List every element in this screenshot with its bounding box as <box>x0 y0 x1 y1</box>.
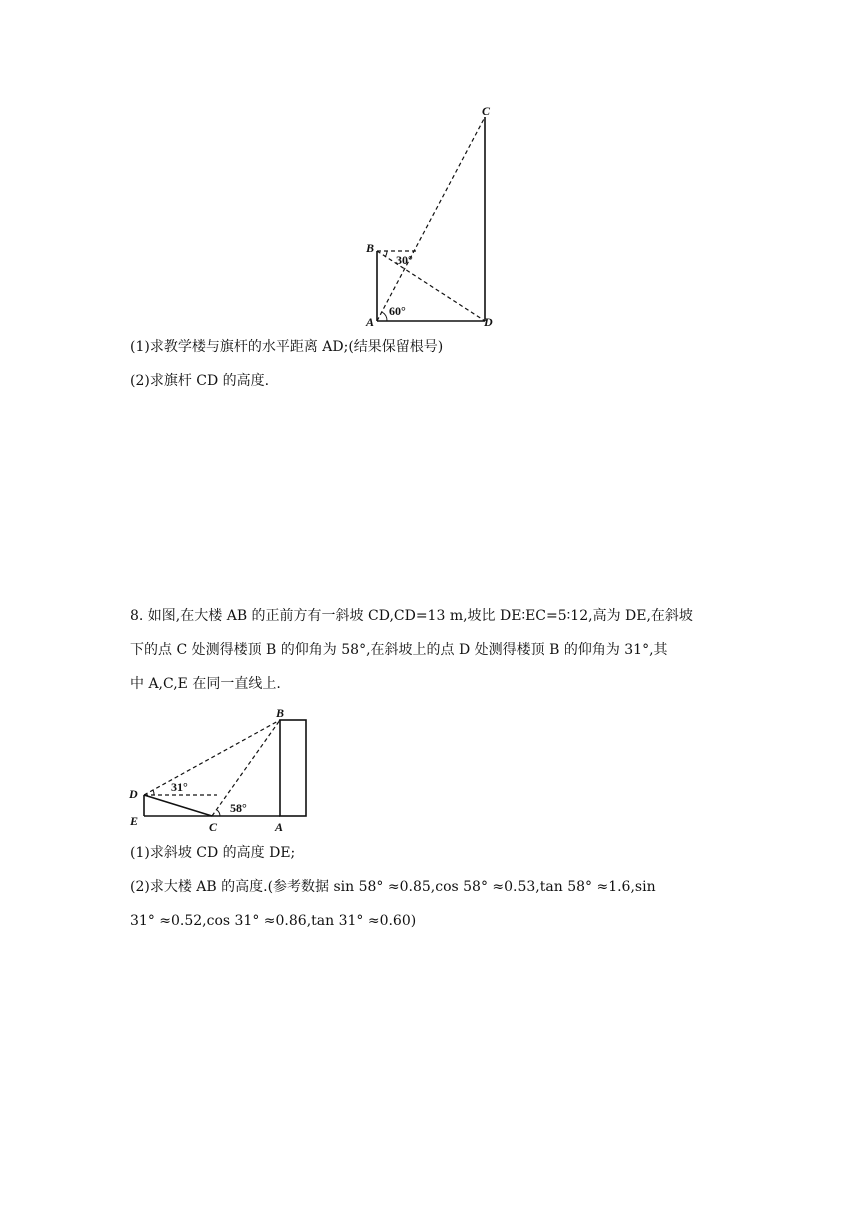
angle-arc-b <box>385 251 387 257</box>
problem8-stem-line-3: 中 A,C,E 在同一直线上. <box>130 676 281 692</box>
label-d: D <box>129 787 138 801</box>
label-a: A <box>366 315 375 329</box>
dashed-line-db <box>144 720 280 795</box>
angle-label-31: 31° <box>171 780 188 794</box>
problem7-question-2: (2)求旗杆 CD 的高度. <box>130 373 270 389</box>
label-a: A <box>275 820 284 834</box>
angle-label-58: 58° <box>230 801 247 815</box>
label-b: B <box>366 241 375 255</box>
figure-flagpole <box>360 100 510 335</box>
problem8-stem-line-1: 8. 如图,在大楼 AB 的正前方有一斜坡 CD,CD=13 m,坡比 DE∶EC=5∶12,高为 DE,在斜坡 <box>130 608 693 624</box>
label-e: E <box>130 814 139 828</box>
problem8-question-2-line-2: 31° ≈0.52,cos 31° ≈0.86,tan 31° ≈0.60) <box>130 913 417 929</box>
angle-arc-d <box>153 790 154 795</box>
problem7-question-1: (1)求教学楼与旗杆的水平距离 AD;(结果保留根号) <box>130 339 444 355</box>
problem8-question-1: (1)求斜坡 CD 的高度 DE; <box>130 845 296 861</box>
label-b: B <box>276 706 285 720</box>
problem8-stem-line-2: 下的点 C 处测得楼顶 B 的仰角为 58°,在斜坡上的点 D 处测得楼顶 B 的仰角为 31°,其 <box>130 642 668 658</box>
label-c: C <box>209 820 218 834</box>
angle-label-60: 60° <box>389 304 406 318</box>
angle-arc-a <box>382 312 387 321</box>
angle-arc-c <box>217 810 220 816</box>
label-c: C <box>482 104 491 118</box>
label-d: D <box>484 315 493 329</box>
dashed-line-ac <box>377 117 485 321</box>
figure-building-slope <box>125 700 325 840</box>
building-ab <box>280 720 306 816</box>
segment-dc <box>144 795 212 816</box>
problem8-question-2-line-1: (2)求大楼 AB 的高度.(参考数据 sin 58° ≈0.85,cos 58° ≈0.53,tan 58° ≈1.6,sin <box>130 879 656 895</box>
angle-label-30: 30° <box>396 253 413 267</box>
